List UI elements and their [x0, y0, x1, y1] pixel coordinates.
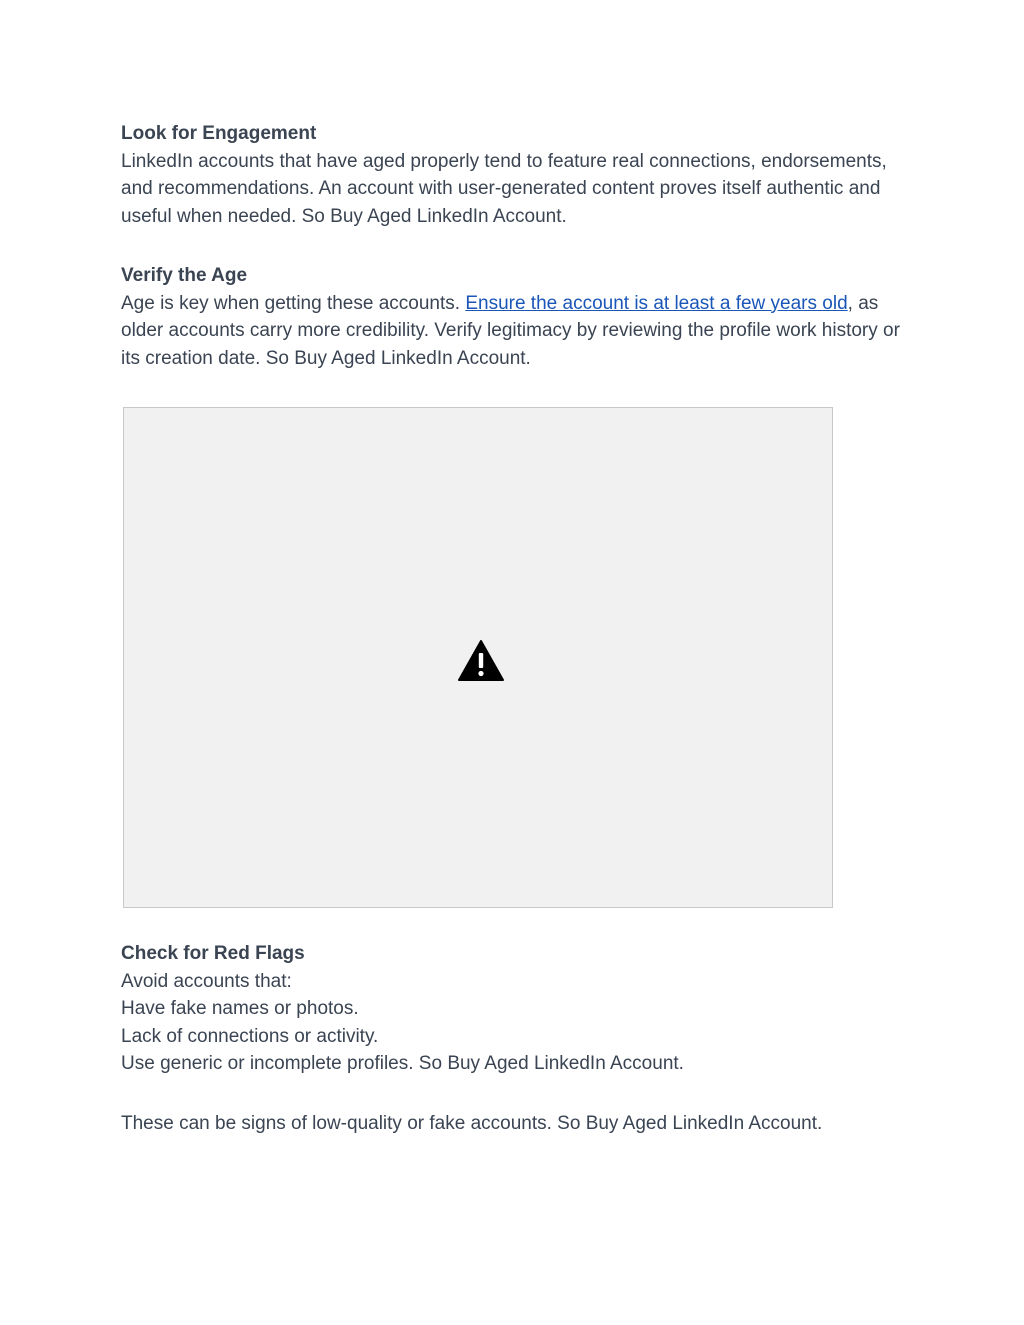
broken-image-placeholder [123, 407, 833, 908]
section-paragraph [121, 290, 911, 373]
section-check-for-red-flags [121, 940, 911, 1078]
paragraph-text: , as older accounts carry more credibility. Verify legitimacy by reviewing the profile work history or its creation date. So Buy Aged LinkedIn Account. [121, 292, 900, 369]
section-look-for-engagement [121, 120, 911, 230]
section-paragraph: LinkedIn accounts that have aged properly tend to feature real connections, endorsements, and recommendations. An account with user-generated content proves itself authentic and useful when needed. So Buy Aged LinkedIn Account. [121, 150, 887, 227]
section-heading: Check for Red Flags [121, 943, 305, 964]
paragraph-text: Age is key when getting these accounts. [121, 292, 466, 314]
list-line: Avoid accounts that: [121, 970, 292, 992]
section-heading: Verify the Age [121, 265, 248, 286]
account-age-link[interactable]: Ensure the account is at least a few years old [465, 292, 848, 314]
section-heading: Look for Engagement [121, 123, 317, 144]
list-line: Lack of connections or activity. [121, 1025, 379, 1047]
section-paragraph [121, 968, 911, 1078]
list-line: Have fake names or photos. [121, 998, 359, 1019]
section-verify-the-age [121, 262, 911, 372]
closing-paragraph: These can be signs of low-quality or fake accounts. So Buy Aged LinkedIn Account. [121, 1112, 823, 1134]
document-page [121, 120, 911, 1137]
warning-icon [457, 639, 505, 683]
list-line: Use generic or incomplete profiles. So Buy Aged LinkedIn Account. [121, 1053, 684, 1074]
